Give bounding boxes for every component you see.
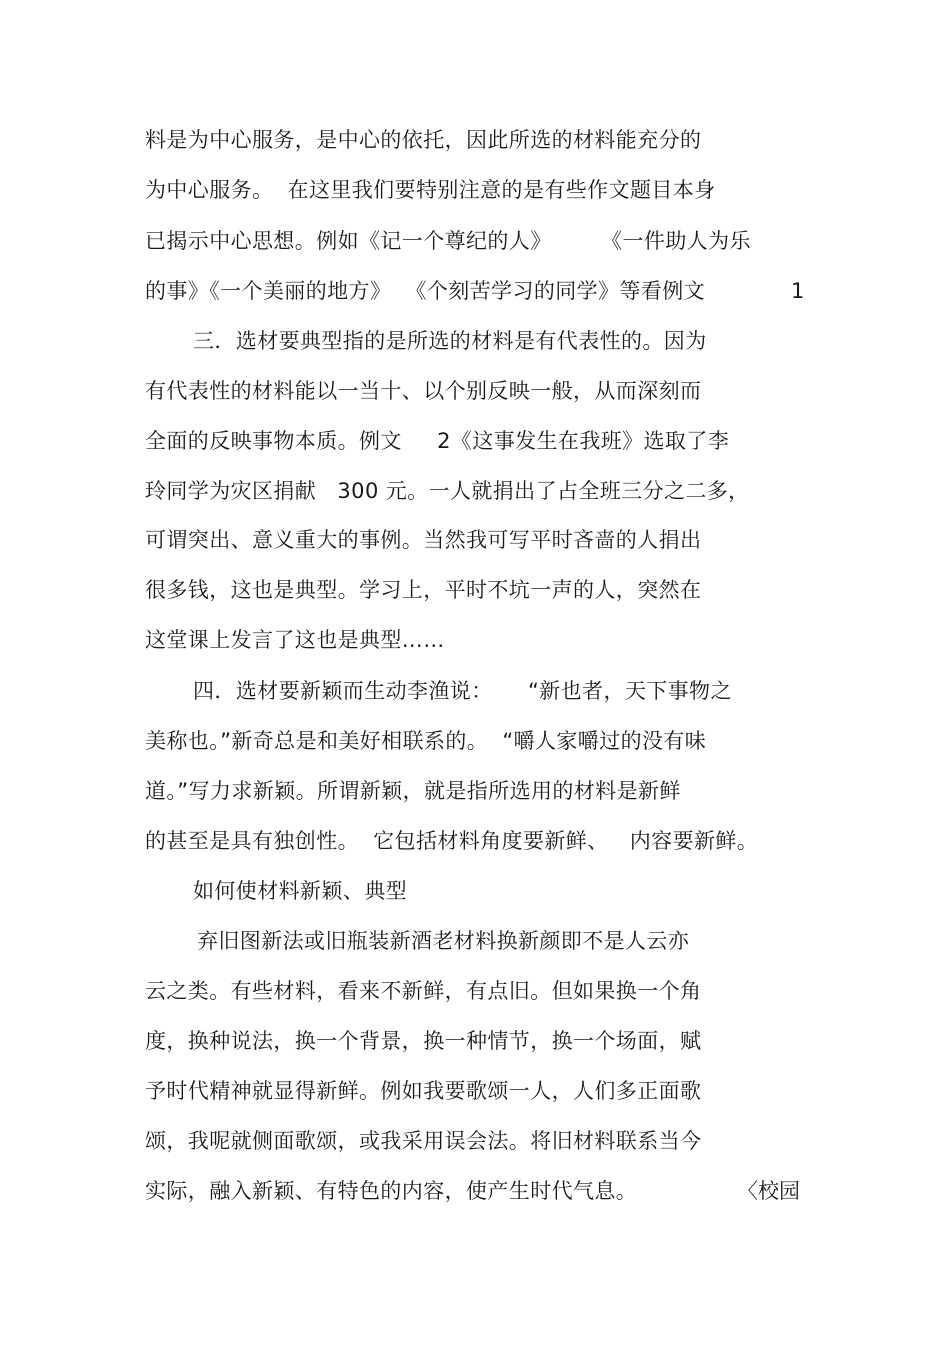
- text-line-7: 全面的反映事物本质。例文 2《这事发生在我班》选取了李: [145, 429, 730, 453]
- text-line-5: 三．选材要典型指的是所选的材料是有代表性的。因为: [193, 329, 707, 353]
- text-line-21: 实际，融入新颖、有特色的内容，使产生时代气息。: [145, 1179, 638, 1203]
- text-line-17: 云之类。有些材料，看来不新鲜，有点旧。但如果换一个角: [145, 979, 702, 1003]
- text-line-3: 已揭示中心思想。例如《记一个尊纪的人》 《一件助人为乐: [145, 229, 751, 253]
- text-line-1: 料是为中心服务，是中心的依托，因此所选的材料能充分的: [145, 128, 702, 152]
- text-line-18: 度，换种说法，换一个背景，换一种情节，换一个场面，赋: [145, 1029, 702, 1053]
- text-line-14: 道。”写力求新颖。所谓新颖，就是指所选用的材料是新鲜: [145, 779, 681, 803]
- example-number: 1: [791, 279, 805, 303]
- text-line-4: 的事》《一个美丽的地方》 《个刻苦学习的同学》等看例文: [145, 279, 706, 303]
- text-line-10: 很多钱，这也是典型。学习上，平时不坑一声的人，突然在: [145, 578, 702, 602]
- text-line-8: 玲同学为灾区捐献 300 元。一人就捐出了占全班三分之二多，: [145, 479, 750, 503]
- text-line-2: 为中心服务。 在这里我们要特别注意的是有些作文题目本身: [145, 178, 716, 202]
- text-line-13: 美称也。”新奇总是和美好相联系的。 “嚼人家嚼过的没有味: [145, 729, 707, 753]
- text-line-12: 四．选材要新颖而生动李渔说： “新也者，天下事物之: [193, 679, 732, 703]
- text-line-16: 弃旧图新法或旧瓶装新酒老材料换新颜即不是人云亦: [197, 929, 690, 953]
- text-line-6: 有代表性的材料能以一当十、以个别反映一般，从而深刻而: [145, 379, 702, 403]
- text-line-9: 可谓突出、意义重大的事例。当然我可写平时吝啬的人捐出: [145, 528, 702, 552]
- section-heading: 如何使材料新颖、典型: [193, 879, 407, 903]
- text-line-20: 颂，我呢就侧面歌颂，或我采用误会法。将旧材料联系当今: [145, 1129, 702, 1153]
- trailing-text: 〈校园: [737, 1179, 800, 1203]
- text-line-11: 这堂课上发言了这也是典型……: [145, 628, 445, 652]
- text-line-15: 的甚至是具有独创性。 它包括材料角度要新鲜、 内容要新鲜。: [145, 829, 759, 853]
- text-line-19: 予时代精神就显得新鲜。例如我要歌颂一人，人们多正面歌: [145, 1079, 702, 1103]
